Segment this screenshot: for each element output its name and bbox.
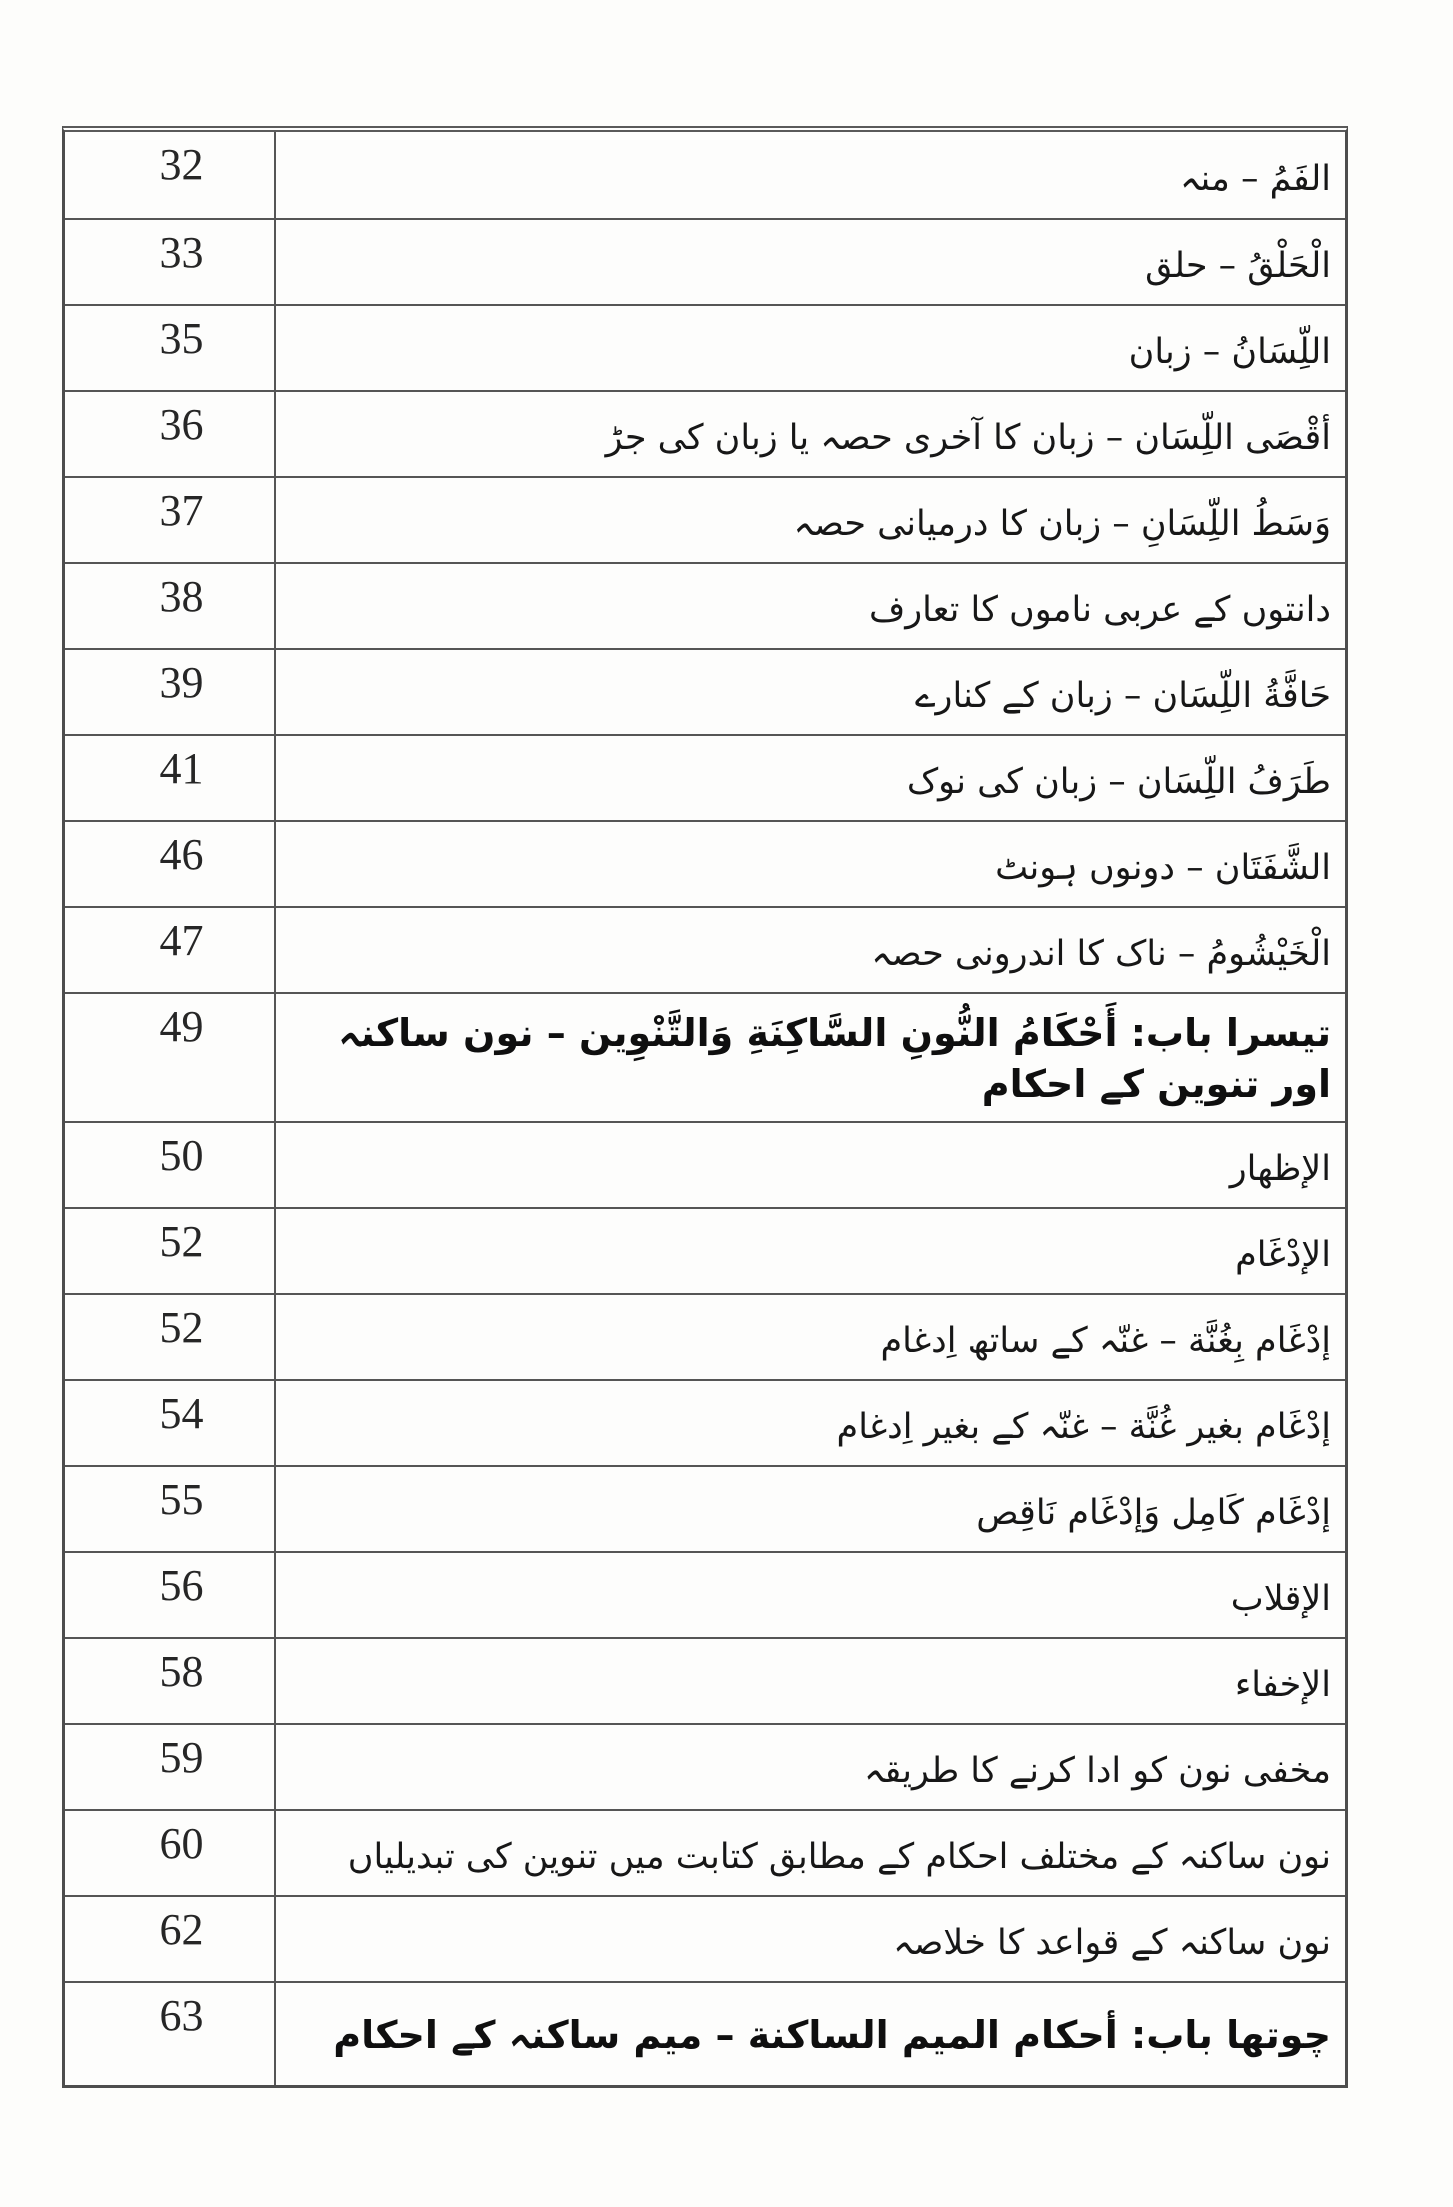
entry-text: الإدْغَام [1235,1234,1331,1275]
entry-text-cell [276,1811,1345,1895]
entry-text-cell [276,392,1345,476]
entry-text: الْحَلْقُ – حلق [1145,246,1331,287]
entry-text-cell [276,650,1345,734]
entry-text: تیسرا باب: أَحْكَامُ النُّونِ السَّاكِنَةِ وَالتَّنْوِين – نون ساکنہ اور تنوین کے احکام [338,1011,1331,1107]
entry-text: دانتوں کے عربی ناموں کا تعارف [868,590,1331,631]
entry-text-cell [276,1295,1345,1379]
table-row [65,218,1345,304]
table-row [65,1465,1345,1551]
entry-text: نون ساکنہ کے مختلف احکام کے مطابق کتابت میں تنوین کی تبدیلیاں [347,1836,1331,1877]
entry-text: الإخفاء [1234,1664,1331,1705]
page-number: 38 [159,572,204,621]
table-row [65,1293,1345,1379]
table-row [65,648,1345,734]
entry-text: الْخَيْشُومُ – ناک کا اندرونی حصہ [871,934,1331,975]
page-number-cell [65,1209,276,1293]
entry-text: أقْصَى اللِّسَان – زبان کا آخری حصہ یا زبان کی جڑ [605,418,1331,459]
entry-text-cell [276,1725,1345,1809]
entry-text: إدْغَام بغیر غُنَّة – غنّہ کے بغیر اِدغام [836,1406,1331,1447]
page-number: 56 [159,1560,204,1610]
page-number-cell [65,1123,276,1207]
page-number: 52 [159,1302,204,1352]
entry-text-cell [276,1553,1345,1637]
page-number: 46 [159,830,204,879]
page-number: 59 [159,1732,204,1782]
entry-text-cell [276,306,1345,390]
table-row [65,1551,1345,1637]
page-number: 55 [159,1474,204,1524]
table-row [65,906,1345,992]
entry-text-cell [276,478,1345,562]
entry-text: الفَمُ – منہ [1180,159,1331,200]
table-row [65,1121,1345,1207]
entry-text: حَافَّةُ اللِّسَان – زبان کے کنارے [915,676,1331,717]
page-number: 37 [159,486,204,535]
entry-text-cell [276,1639,1345,1723]
page-number-cell [65,220,276,304]
page-number: 41 [159,744,204,793]
entry-text: مخفی نون کو ادا کرنے کا طریقہ [864,1750,1331,1791]
entry-text-cell [276,132,1345,218]
page-number-cell [65,1467,276,1551]
table-row [65,390,1345,476]
page-number-cell [65,908,276,992]
page-number: 63 [159,1990,204,2040]
entry-text: وَسَطُ اللِّسَانِ – زبان کا درمیانی حصہ [793,504,1331,545]
table-row [65,132,1345,218]
page-number-cell [65,1381,276,1465]
page-number-cell [65,1639,276,1723]
page-number-cell [65,392,276,476]
page-number: 62 [159,1904,204,1954]
page-number: 33 [159,228,204,277]
table-row [65,1637,1345,1723]
entry-text-cell [276,1897,1345,1981]
page-number-cell [65,994,276,1121]
page-number-cell [65,1725,276,1809]
entry-text: الإظهار [1229,1148,1331,1189]
toc-table [62,126,1348,2088]
page-number-cell [65,1553,276,1637]
page-number-cell [65,1983,276,2085]
page-number: 50 [159,1130,204,1180]
entry-text-cell [276,1381,1345,1465]
table-row [65,992,1345,1121]
page-number-cell [65,306,276,390]
entry-text-cell [276,1467,1345,1551]
table-row [65,1981,1345,2085]
entry-text-cell [276,822,1345,906]
entry-text: إدْغَام كَامِل وَإدْغَام نَاقِص [976,1492,1331,1533]
page-number: 35 [159,314,204,363]
table-row [65,304,1345,390]
page-number-cell [65,650,276,734]
page-number-cell [65,564,276,648]
entry-text-cell [276,1123,1345,1207]
table-row [65,562,1345,648]
table-row [65,1207,1345,1293]
table-row [65,734,1345,820]
page-number-cell [65,478,276,562]
entry-text: اللِّسَانُ – زبان [1128,332,1331,373]
page-number: 54 [159,1388,204,1438]
table-row [65,476,1345,562]
page-number-cell [65,132,276,218]
entry-text: نون ساکنہ کے قواعد کا خلاصہ [893,1922,1331,1963]
page-number: 60 [159,1818,204,1868]
page-number-cell [65,822,276,906]
table-row [65,1723,1345,1809]
table-row [65,1809,1345,1895]
page-number: 47 [159,916,204,965]
page-number-cell [65,1811,276,1895]
page-number-cell [65,736,276,820]
entry-text-cell [276,1209,1345,1293]
entry-text: الشَّفَتَان – دونوں ہونٹ [995,848,1331,889]
page-number: 32 [159,140,204,189]
page-number: 52 [159,1216,204,1266]
entry-text-cell [276,994,1345,1121]
entry-text-cell [276,908,1345,992]
table-row [65,820,1345,906]
entry-text-cell [276,1983,1345,2085]
page-number-cell [65,1897,276,1981]
page-number: 39 [159,658,204,707]
entry-text: إدْغَام بِغُنَّة – غنّہ کے ساتھ اِدغام [880,1320,1331,1361]
page-number: 49 [159,1002,204,1051]
page-number: 36 [159,400,204,449]
entry-text-cell [276,736,1345,820]
entry-text: چوتھا باب: أحكام الميم الساكنة – میم ساکنہ کے احکام [333,2012,1331,2057]
entry-text: الإقلاب [1230,1578,1331,1619]
entry-text-cell [276,564,1345,648]
page-number: 58 [159,1646,204,1696]
entry-text-cell [276,220,1345,304]
table-row [65,1379,1345,1465]
page-number-cell [65,1295,276,1379]
entry-text: طَرَفُ اللِّسَان – زبان کی نوک [906,762,1331,803]
table-row [65,1895,1345,1981]
